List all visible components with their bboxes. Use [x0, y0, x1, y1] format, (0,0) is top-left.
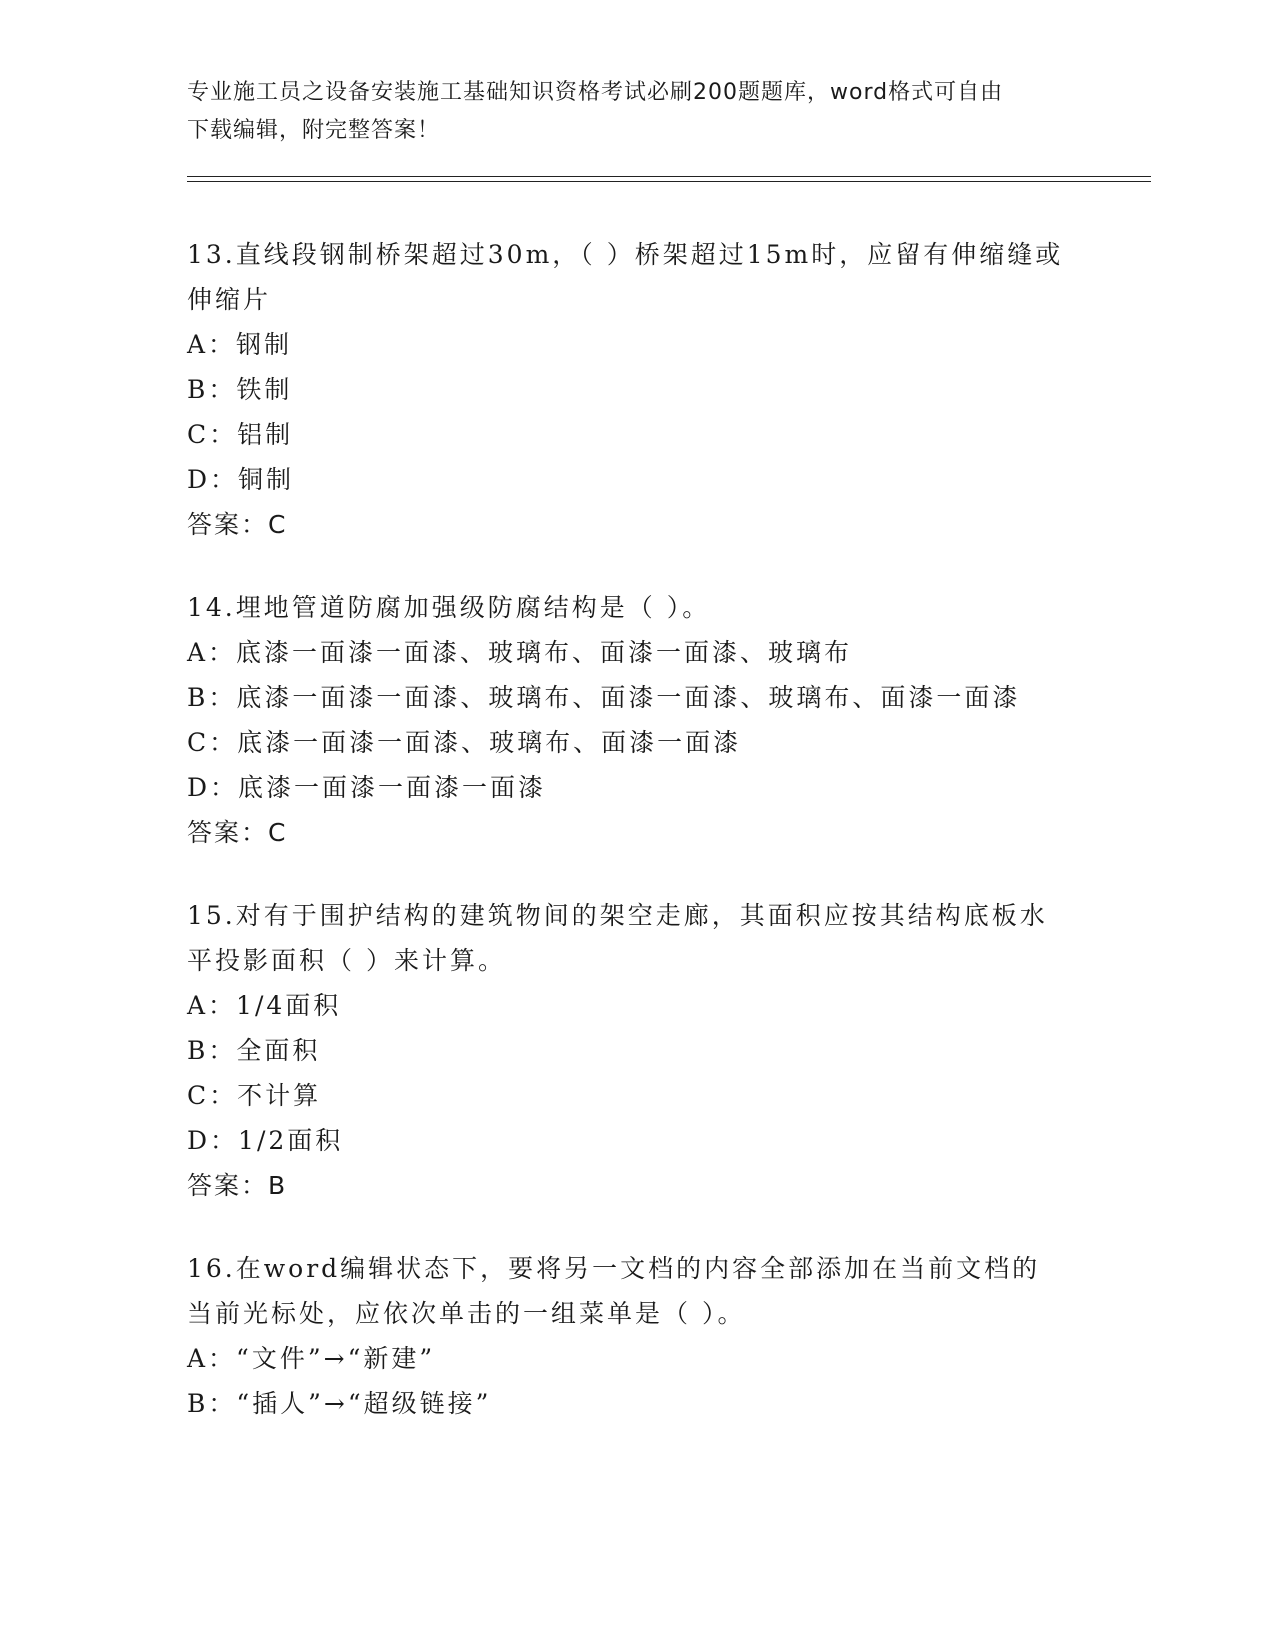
option-d: D：底漆一面漆一面漆一面漆	[187, 773, 547, 802]
option-a: A：1/4面积	[187, 991, 342, 1020]
question-14	[187, 585, 1127, 855]
stem-line-2: 平投影面积（ ）来计算。	[187, 946, 506, 975]
option-b: B：“插人”→“超级链接”	[187, 1389, 492, 1418]
header-line-1: 专业施工员之设备安装施工基础知识资格考试必刷200题题库，word格式可自由	[187, 80, 1004, 105]
question-stem	[187, 585, 1127, 630]
option-a: A：“文件”→“新建”	[187, 1344, 436, 1373]
stem-line-1: 13.直线段钢制桥架超过30m，（ ）桥架超过15m时，应留有伸缩缝或	[187, 240, 1064, 269]
option-d: D：铜制	[187, 465, 295, 494]
question-list	[187, 232, 1127, 1464]
stem-line-1: 15.对有于围护结构的建筑物间的架空走廊，其面积应按其结构底板水	[187, 901, 1048, 930]
document-header	[187, 74, 1087, 150]
stem-line-1: 14.埋地管道防腐加强级防腐结构是（ ）。	[187, 593, 711, 622]
question-stem	[187, 1246, 1127, 1336]
question-16	[187, 1246, 1127, 1426]
question-stem	[187, 893, 1127, 983]
header-divider-bottom	[187, 181, 1151, 182]
option-c: C：不计算	[187, 1081, 322, 1110]
question-15	[187, 893, 1127, 1208]
option-b: B：底漆一面漆一面漆、玻璃布、面漆一面漆、玻璃布、面漆一面漆	[187, 683, 1021, 712]
answer: 答案：C	[187, 510, 288, 539]
header-line-2: 下载编辑，附完整答案！	[187, 118, 441, 143]
stem-line-2: 伸缩片	[187, 285, 272, 314]
question-13	[187, 232, 1127, 547]
stem-line-1: 16.在word编辑状态下，要将另一文档的内容全部添加在当前文档的	[187, 1254, 1041, 1283]
option-b: B：全面积	[187, 1036, 321, 1065]
option-a: A：底漆一面漆一面漆、玻璃布、面漆一面漆、玻璃布	[187, 638, 853, 667]
header-divider-top	[187, 176, 1151, 177]
stem-line-2: 当前光标处，应依次单击的一组菜单是（ ）。	[187, 1299, 746, 1328]
answer: 答案：C	[187, 818, 288, 847]
option-a: A：钢制	[187, 330, 293, 359]
option-c: C：铝制	[187, 420, 294, 449]
question-stem	[187, 232, 1127, 322]
answer: 答案：B	[187, 1171, 288, 1200]
option-d: D：1/2面积	[187, 1126, 344, 1155]
option-c: C：底漆一面漆一面漆、玻璃布、面漆一面漆	[187, 728, 742, 757]
option-b: B：铁制	[187, 375, 293, 404]
